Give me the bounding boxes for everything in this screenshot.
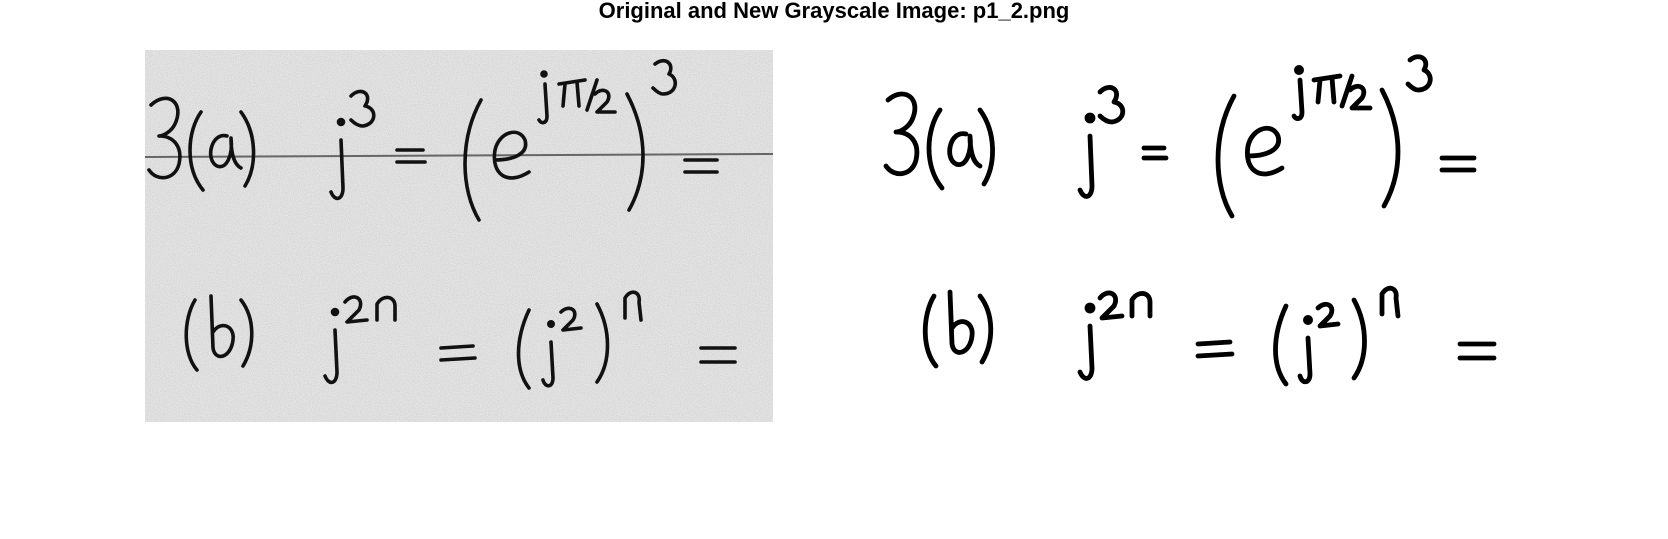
- clean-background: [880, 50, 1545, 422]
- paper-noise: [145, 50, 773, 422]
- figure-title: Original and New Grayscale Image: p1_2.png: [598, 0, 1070, 23]
- original-image-panel: [145, 50, 773, 422]
- new-image-panel: [880, 50, 1545, 422]
- original-image: [145, 50, 773, 422]
- new-image: [880, 50, 1545, 422]
